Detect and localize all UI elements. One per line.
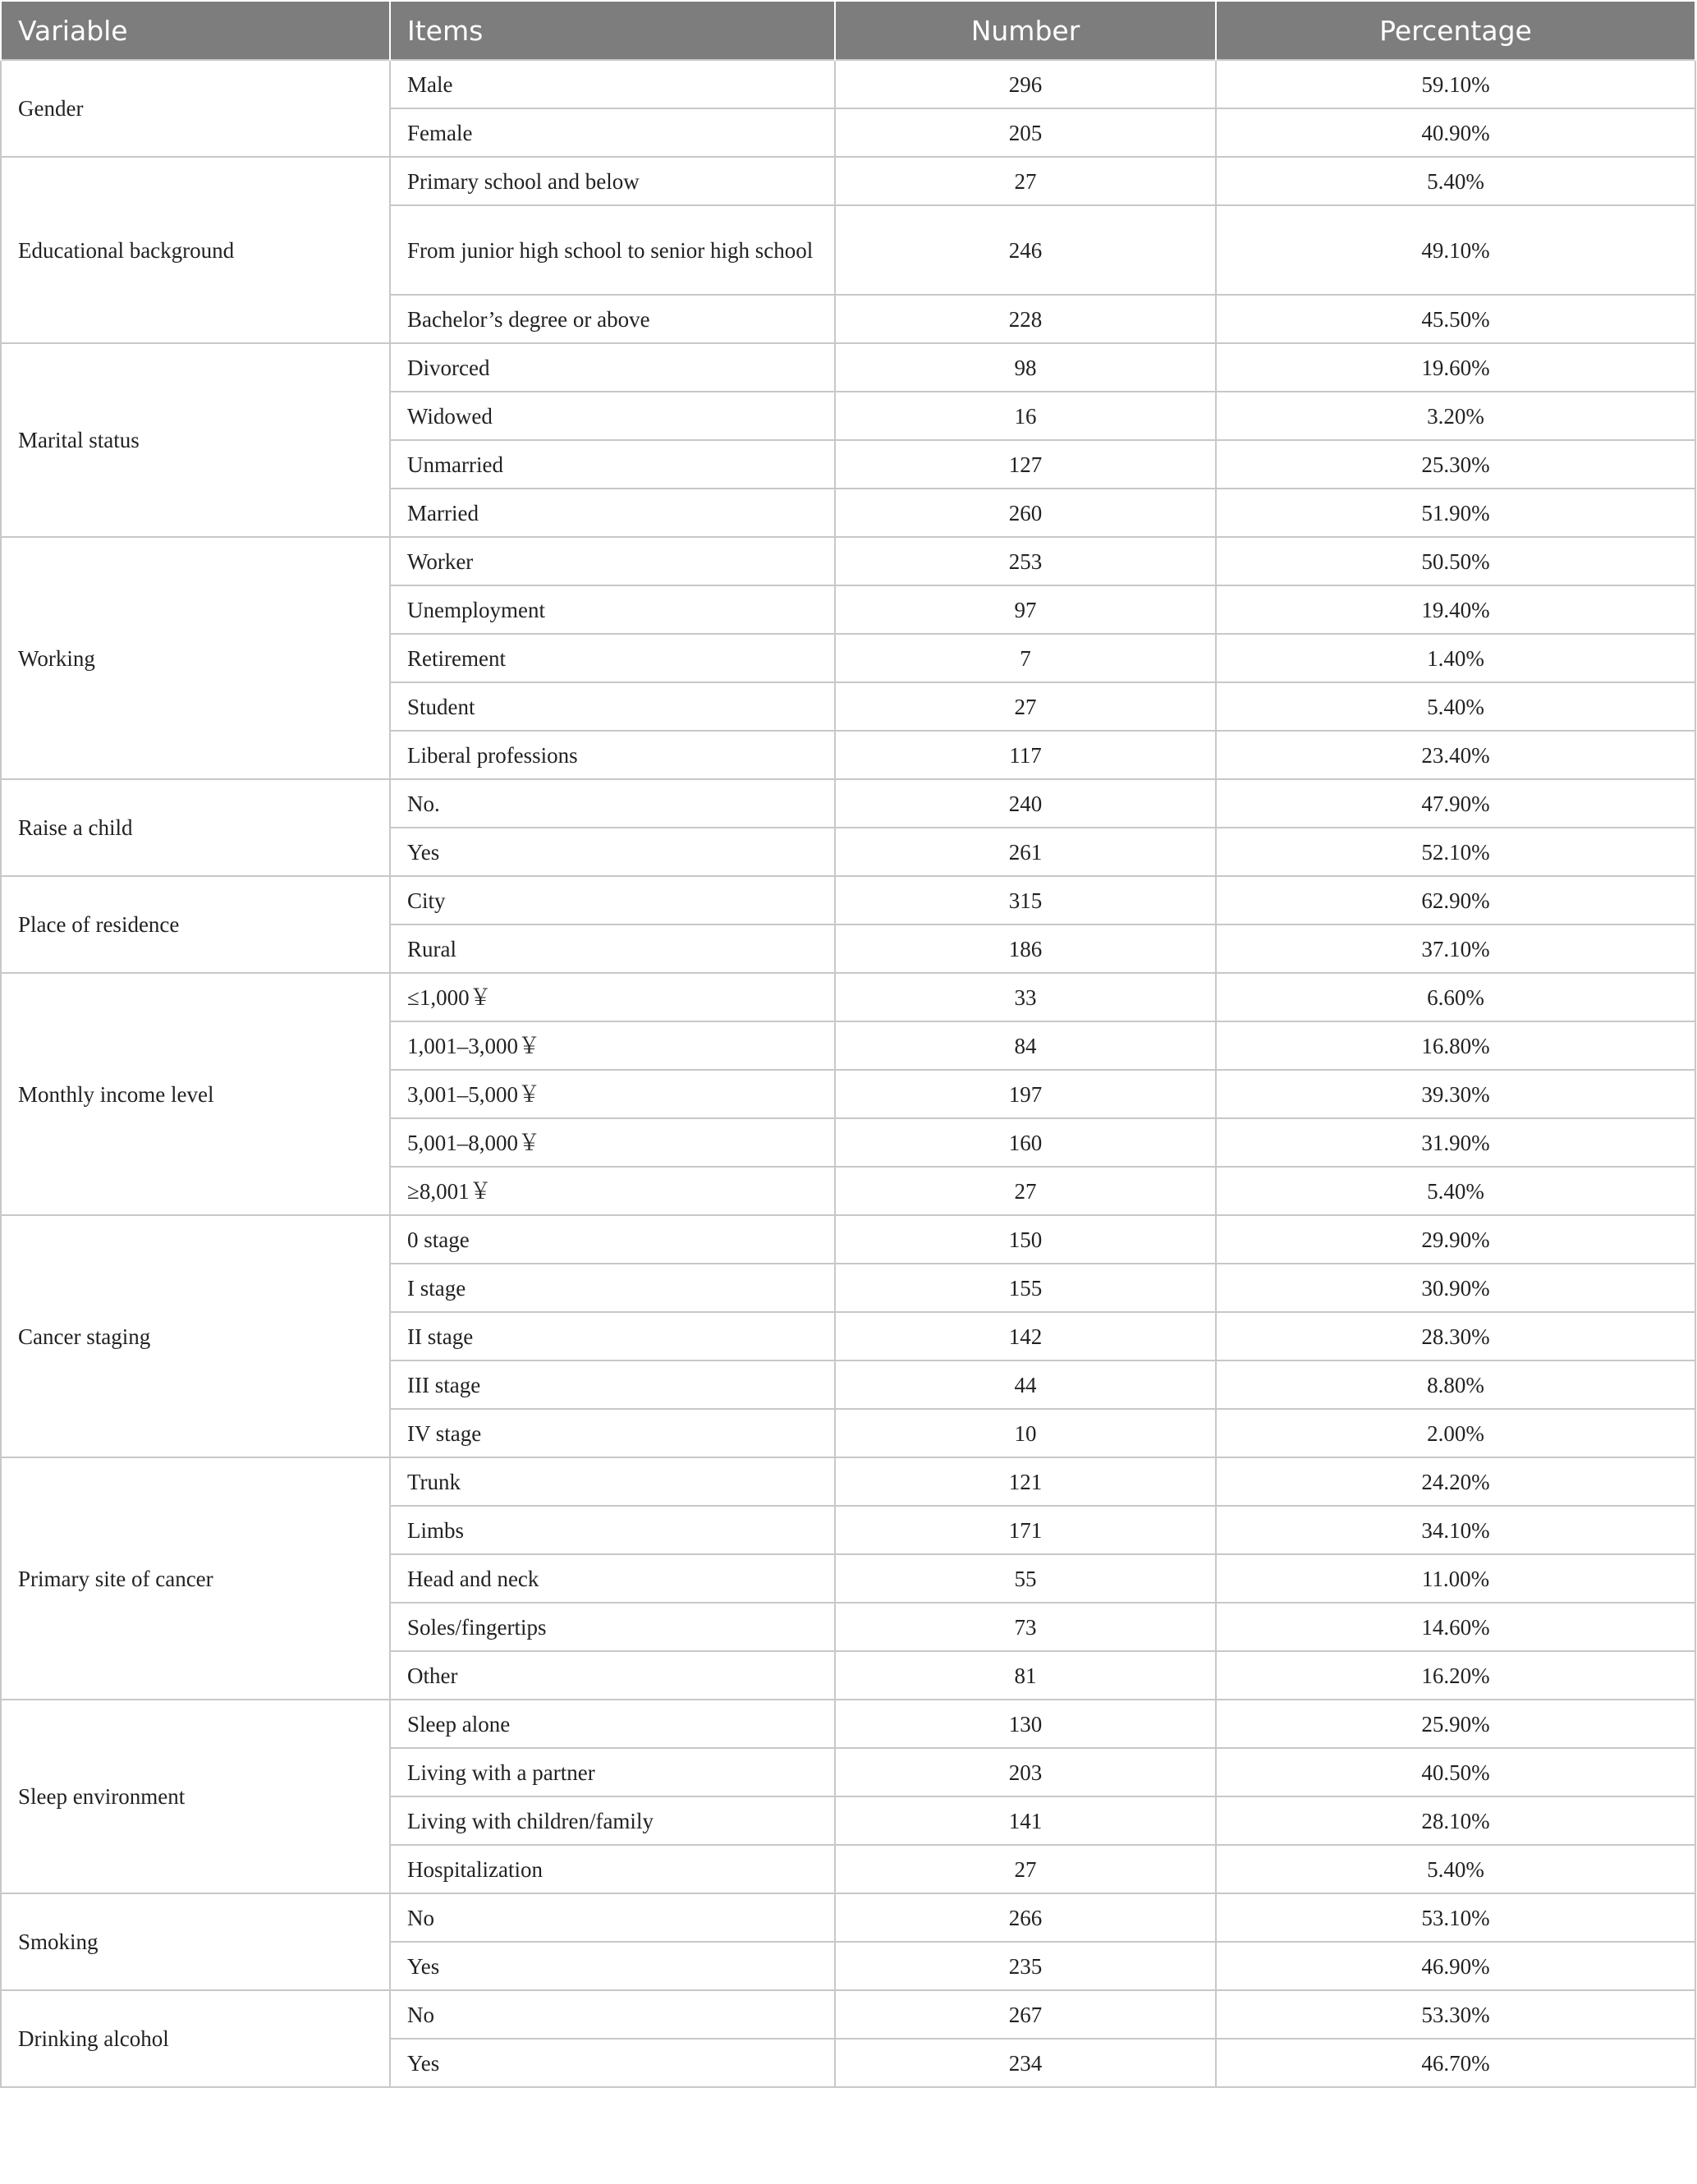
variable-cell: Marital status — [1, 343, 390, 537]
header-variable: Variable — [1, 1, 390, 60]
item-cell: City — [390, 876, 835, 925]
item-cell: 0 stage — [390, 1215, 835, 1264]
item-cell: Married — [390, 489, 835, 537]
item-cell: Sleep alone — [390, 1700, 835, 1748]
percentage-cell: 29.90% — [1216, 1215, 1695, 1264]
item-cell: Yes — [390, 2039, 835, 2087]
number-cell: 141 — [835, 1796, 1216, 1845]
percentage-cell: 1.40% — [1216, 634, 1695, 682]
header-number: Number — [835, 1, 1216, 60]
percentage-cell: 19.40% — [1216, 585, 1695, 634]
item-cell: Trunk — [390, 1457, 835, 1506]
number-cell: 16 — [835, 392, 1216, 440]
percentage-cell: 19.60% — [1216, 343, 1695, 392]
percentage-cell: 46.90% — [1216, 1942, 1695, 1990]
number-cell: 81 — [835, 1651, 1216, 1700]
item-cell: Hospitalization — [390, 1845, 835, 1893]
percentage-cell: 14.60% — [1216, 1603, 1695, 1651]
percentage-cell: 11.00% — [1216, 1554, 1695, 1603]
item-cell: I stage — [390, 1264, 835, 1312]
variable-cell: Place of residence — [1, 876, 390, 973]
percentage-cell: 8.80% — [1216, 1360, 1695, 1409]
number-cell: 27 — [835, 1167, 1216, 1215]
variable-cell: Working — [1, 537, 390, 779]
header-percentage: Percentage — [1216, 1, 1695, 60]
percentage-cell: 28.10% — [1216, 1796, 1695, 1845]
item-cell: Limbs — [390, 1506, 835, 1554]
item-cell: III stage — [390, 1360, 835, 1409]
item-cell: Bachelor’s degree or above — [390, 295, 835, 343]
header-items: Items — [390, 1, 835, 60]
item-cell: Worker — [390, 537, 835, 585]
variable-cell: Smoking — [1, 1893, 390, 1990]
item-cell: No — [390, 1893, 835, 1942]
item-cell: Divorced — [390, 343, 835, 392]
item-cell: Student — [390, 682, 835, 731]
table-row — [1, 1457, 1695, 1506]
percentage-cell: 62.90% — [1216, 876, 1695, 925]
number-cell: 27 — [835, 682, 1216, 731]
table-row — [1, 537, 1695, 585]
percentage-cell: 30.90% — [1216, 1264, 1695, 1312]
table-row — [1, 876, 1695, 925]
table-row — [1, 60, 1695, 108]
percentage-cell: 2.00% — [1216, 1409, 1695, 1457]
percentage-cell: 53.30% — [1216, 1990, 1695, 2039]
number-cell: 27 — [835, 1845, 1216, 1893]
item-cell: Head and neck — [390, 1554, 835, 1603]
percentage-cell: 5.40% — [1216, 1845, 1695, 1893]
number-cell: 228 — [835, 295, 1216, 343]
number-cell: 197 — [835, 1070, 1216, 1118]
number-cell: 296 — [835, 60, 1216, 108]
number-cell: 261 — [835, 828, 1216, 876]
percentage-cell: 5.40% — [1216, 1167, 1695, 1215]
variable-cell: Educational background — [1, 157, 390, 343]
percentage-cell: 16.80% — [1216, 1021, 1695, 1070]
table-row — [1, 1215, 1695, 1264]
percentage-cell: 49.10% — [1216, 205, 1695, 295]
percentage-cell: 52.10% — [1216, 828, 1695, 876]
item-cell: Living with children/family — [390, 1796, 835, 1845]
table-row — [1, 157, 1695, 205]
item-cell: From junior high school to senior high school — [390, 205, 835, 295]
table-row — [1, 779, 1695, 828]
item-cell: No — [390, 1990, 835, 2039]
number-cell: 253 — [835, 537, 1216, 585]
percentage-cell: 50.50% — [1216, 537, 1695, 585]
item-cell: Other — [390, 1651, 835, 1700]
number-cell: 246 — [835, 205, 1216, 295]
item-cell: Rural — [390, 925, 835, 973]
number-cell: 260 — [835, 489, 1216, 537]
number-cell: 27 — [835, 157, 1216, 205]
number-cell: 33 — [835, 973, 1216, 1021]
percentage-cell: 5.40% — [1216, 682, 1695, 731]
item-cell: Widowed — [390, 392, 835, 440]
table-header — [1, 1, 1695, 60]
percentage-cell: 25.30% — [1216, 440, 1695, 489]
item-cell: IV stage — [390, 1409, 835, 1457]
item-cell: Soles/fingertips — [390, 1603, 835, 1651]
number-cell: 266 — [835, 1893, 1216, 1942]
table-row — [1, 1700, 1695, 1748]
percentage-cell: 6.60% — [1216, 973, 1695, 1021]
percentage-cell: 5.40% — [1216, 157, 1695, 205]
percentage-cell: 3.20% — [1216, 392, 1695, 440]
item-cell: Female — [390, 108, 835, 157]
item-cell: Liberal professions — [390, 731, 835, 779]
percentage-cell: 51.90% — [1216, 489, 1695, 537]
number-cell: 155 — [835, 1264, 1216, 1312]
number-cell: 171 — [835, 1506, 1216, 1554]
percentage-cell: 24.20% — [1216, 1457, 1695, 1506]
percentage-cell: 23.40% — [1216, 731, 1695, 779]
percentage-cell: 59.10% — [1216, 60, 1695, 108]
percentage-cell: 31.90% — [1216, 1118, 1695, 1167]
variable-cell: Cancer staging — [1, 1215, 390, 1457]
percentage-cell: 53.10% — [1216, 1893, 1695, 1942]
number-cell: 160 — [835, 1118, 1216, 1167]
number-cell: 186 — [835, 925, 1216, 973]
number-cell: 98 — [835, 343, 1216, 392]
variable-cell: Sleep environment — [1, 1700, 390, 1893]
table-row — [1, 973, 1695, 1021]
item-cell: Living with a partner — [390, 1748, 835, 1796]
percentage-cell: 45.50% — [1216, 295, 1695, 343]
number-cell: 55 — [835, 1554, 1216, 1603]
number-cell: 267 — [835, 1990, 1216, 2039]
percentage-cell: 46.70% — [1216, 2039, 1695, 2087]
item-cell: ≥8,001￥ — [390, 1167, 835, 1215]
item-cell: 1,001–3,000￥ — [390, 1021, 835, 1070]
number-cell: 73 — [835, 1603, 1216, 1651]
variable-cell: Raise a child — [1, 779, 390, 876]
percentage-cell: 25.90% — [1216, 1700, 1695, 1748]
number-cell: 10 — [835, 1409, 1216, 1457]
variable-cell: Primary site of cancer — [1, 1457, 390, 1700]
percentage-cell: 16.20% — [1216, 1651, 1695, 1700]
number-cell: 84 — [835, 1021, 1216, 1070]
item-cell: Male — [390, 60, 835, 108]
variable-cell: Monthly income level — [1, 973, 390, 1215]
item-cell: Unemployment — [390, 585, 835, 634]
number-cell: 235 — [835, 1942, 1216, 1990]
table-row — [1, 1990, 1695, 2039]
item-cell: Yes — [390, 1942, 835, 1990]
item-cell: Unmarried — [390, 440, 835, 489]
number-cell: 240 — [835, 779, 1216, 828]
number-cell: 130 — [835, 1700, 1216, 1748]
number-cell: 121 — [835, 1457, 1216, 1506]
number-cell: 203 — [835, 1748, 1216, 1796]
item-cell: II stage — [390, 1312, 835, 1360]
header-row — [1, 1, 1695, 60]
table-body — [1, 60, 1695, 2087]
item-cell: Retirement — [390, 634, 835, 682]
percentage-cell: 34.10% — [1216, 1506, 1695, 1554]
percentage-cell: 28.30% — [1216, 1312, 1695, 1360]
table-row — [1, 343, 1695, 392]
item-cell: Yes — [390, 828, 835, 876]
item-cell: ≤1,000￥ — [390, 973, 835, 1021]
percentage-cell: 40.90% — [1216, 108, 1695, 157]
percentage-cell: 40.50% — [1216, 1748, 1695, 1796]
number-cell: 234 — [835, 2039, 1216, 2087]
item-cell: No. — [390, 779, 835, 828]
number-cell: 97 — [835, 585, 1216, 634]
number-cell: 205 — [835, 108, 1216, 157]
number-cell: 150 — [835, 1215, 1216, 1264]
percentage-cell: 47.90% — [1216, 779, 1695, 828]
number-cell: 7 — [835, 634, 1216, 682]
number-cell: 117 — [835, 731, 1216, 779]
item-cell: Primary school and below — [390, 157, 835, 205]
percentage-cell: 39.30% — [1216, 1070, 1695, 1118]
item-cell: 3,001–5,000￥ — [390, 1070, 835, 1118]
item-cell: 5,001–8,000￥ — [390, 1118, 835, 1167]
variable-cell: Gender — [1, 60, 390, 157]
variable-cell: Drinking alcohol — [1, 1990, 390, 2087]
number-cell: 315 — [835, 876, 1216, 925]
table-row — [1, 1893, 1695, 1942]
number-cell: 127 — [835, 440, 1216, 489]
number-cell: 142 — [835, 1312, 1216, 1360]
number-cell: 44 — [835, 1360, 1216, 1409]
percentage-cell: 37.10% — [1216, 925, 1695, 973]
